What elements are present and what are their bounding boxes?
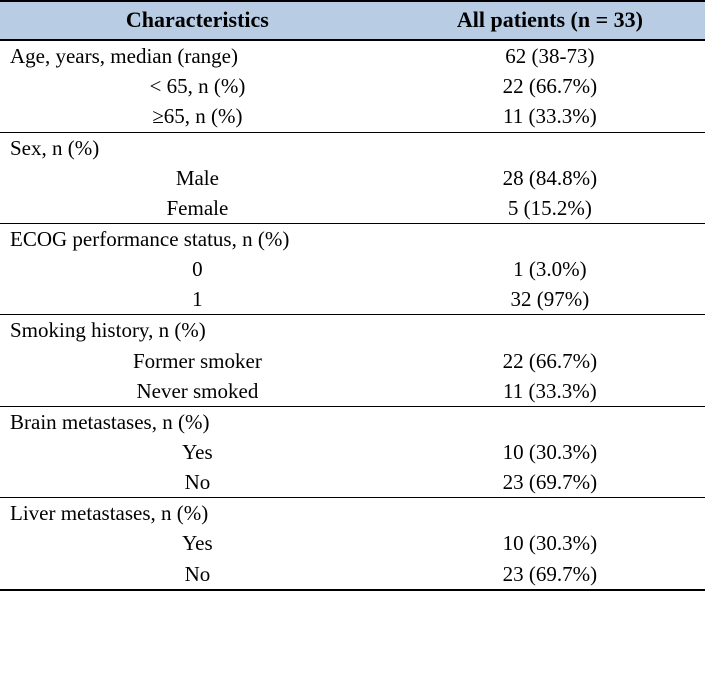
table-row: [0, 346, 705, 376]
table-row: [0, 467, 705, 498]
table-row: [0, 254, 705, 284]
row-label: 0: [192, 257, 203, 282]
table-row: [0, 284, 705, 315]
row-label: Former smoker: [132, 348, 262, 373]
column-header-characteristics: Characteristics: [0, 1, 395, 40]
row-label: Sex, n (%): [0, 132, 395, 163]
row-label: Male: [175, 165, 219, 190]
row-value: 28 (84.8%): [502, 165, 598, 190]
row-label: Yes: [182, 531, 213, 556]
row-value: 22 (66.7%): [502, 348, 598, 373]
row-label: ECOG performance status, n (%): [0, 224, 395, 255]
table-row: [0, 528, 705, 558]
row-value: 11 (33.3%): [503, 378, 597, 403]
table-row: [0, 71, 705, 101]
row-label: ≥65, n (%): [152, 104, 243, 129]
row-value: 32 (97%): [510, 287, 590, 312]
row-label: Brain metastases, n (%): [0, 406, 395, 437]
table-row: [0, 498, 705, 529]
row-label: < 65, n (%): [149, 74, 246, 99]
row-value: 10 (30.3%): [502, 440, 598, 465]
row-value: [395, 406, 705, 437]
row-value: 62 (38-73): [505, 44, 595, 69]
table-row: [0, 101, 705, 132]
table-row: [0, 40, 705, 71]
table-header-row: [0, 1, 705, 40]
row-label: Smoking history, n (%): [0, 315, 395, 346]
table-header: [0, 1, 705, 40]
row-value: [395, 315, 705, 346]
table-row: [0, 163, 705, 193]
table-row: [0, 376, 705, 407]
row-value: 22 (66.7%): [502, 74, 598, 99]
row-label: Female: [166, 195, 229, 220]
row-value: [395, 224, 705, 255]
row-label: No: [184, 470, 211, 495]
table-body: [0, 40, 705, 590]
row-value: 10 (30.3%): [502, 531, 598, 556]
row-value: 23 (69.7%): [395, 559, 705, 590]
table-row: [0, 559, 705, 590]
row-value: 23 (69.7%): [502, 470, 598, 495]
table-row: [0, 315, 705, 346]
row-value: [395, 498, 705, 529]
table-row: [0, 132, 705, 163]
table-row: [0, 406, 705, 437]
row-label: 1: [192, 287, 203, 312]
table-row: [0, 193, 705, 224]
row-label: Age, years, median (range): [10, 44, 238, 69]
row-label: Yes: [182, 440, 213, 465]
row-value: [395, 132, 705, 163]
column-header-all-patients: All patients (n = 33): [395, 1, 705, 40]
table-row: [0, 437, 705, 467]
table-row: [0, 224, 705, 255]
row-label: Liver metastases, n (%): [0, 498, 395, 529]
row-value: 11 (33.3%): [503, 104, 597, 129]
row-label: No: [0, 559, 395, 590]
row-value: 1 (3.0%): [513, 257, 587, 282]
row-label: Never smoked: [136, 378, 259, 403]
row-value: 5 (15.2%): [507, 195, 592, 220]
